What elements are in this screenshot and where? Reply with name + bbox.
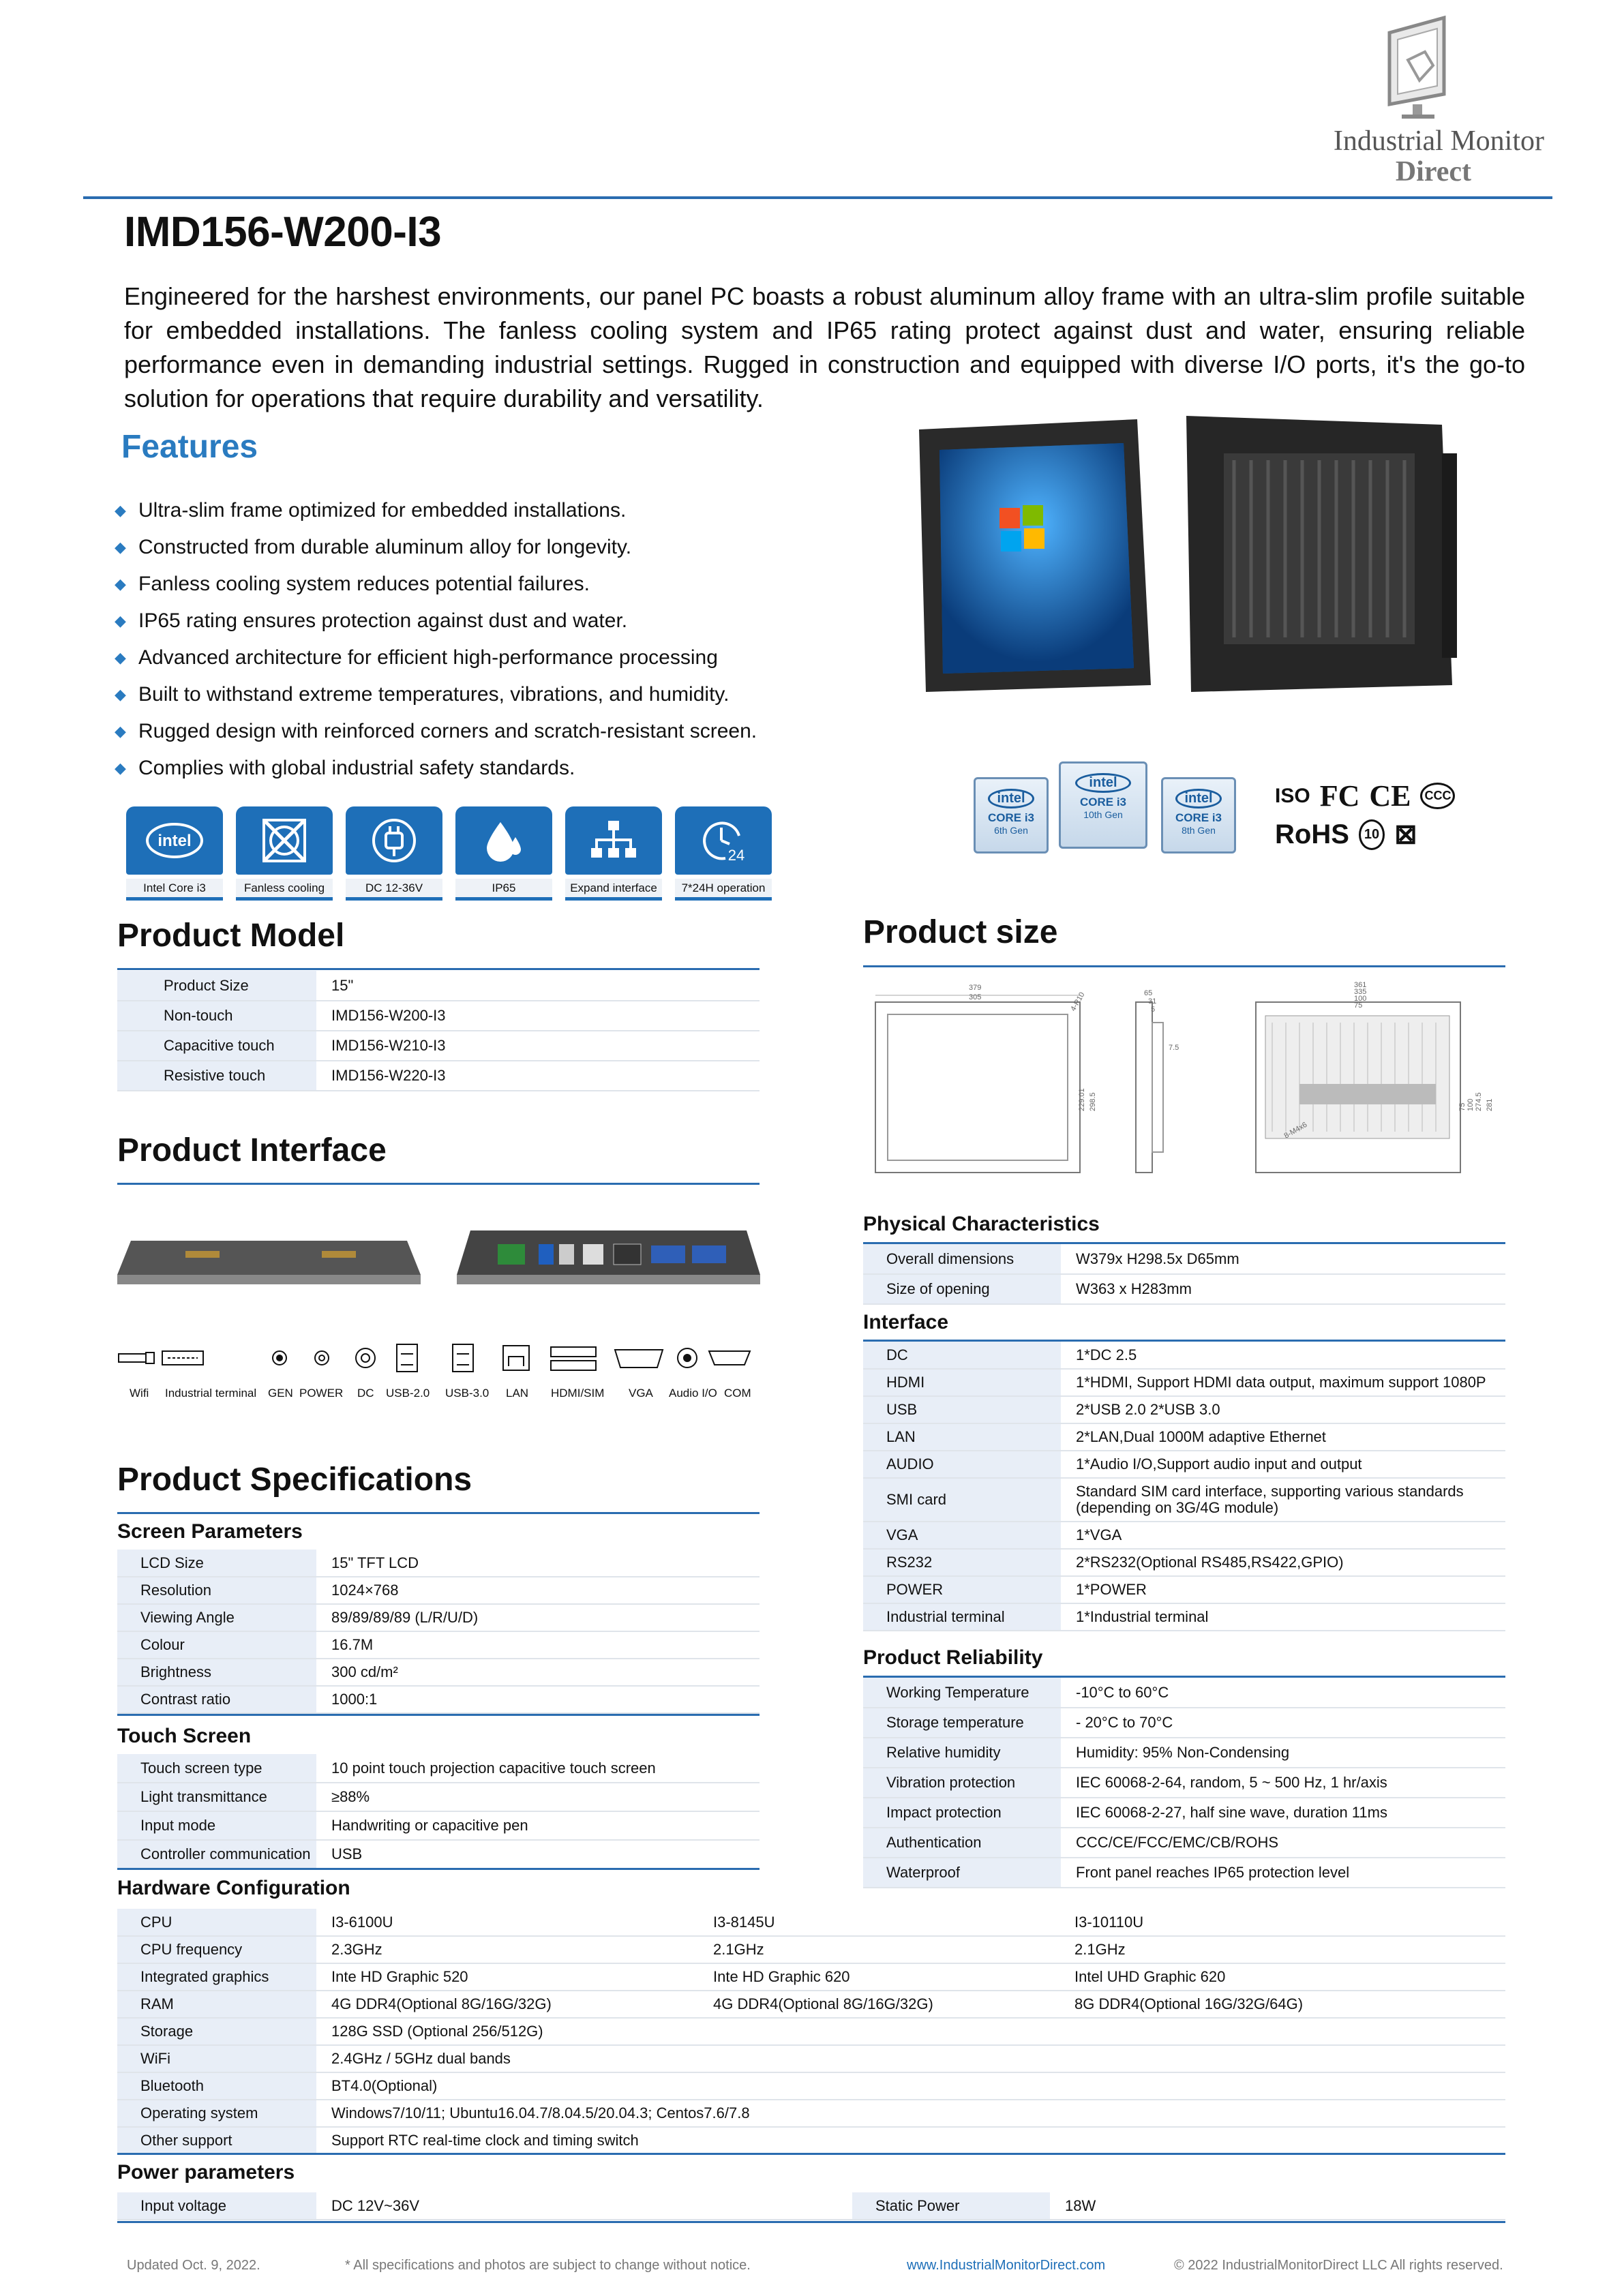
lan-port-icon — [503, 1346, 529, 1370]
row-label: Bluetooth — [117, 2072, 316, 2100]
row-value: 1*VGA — [1061, 1522, 1505, 1549]
row-label: Size of opening — [863, 1274, 1061, 1304]
certification-logos — [1275, 779, 1452, 860]
row-label: Brightness — [117, 1659, 316, 1686]
table-row — [117, 971, 760, 1001]
intel-icon — [126, 806, 223, 875]
row-label: Light transmittance — [117, 1783, 316, 1811]
feature-text: Ultra-slim frame optimized for embedded installations. — [138, 499, 627, 522]
row-value: 15" — [316, 971, 760, 1001]
dim-back-h3: 274.5 — [1475, 1092, 1483, 1111]
row-label: Product Size — [117, 971, 316, 1001]
intel-core-i3-badge — [974, 777, 1049, 854]
row-label: DC — [863, 1342, 1061, 1369]
features-heading: Features — [121, 429, 258, 465]
badge-gen: 6th Gen — [994, 825, 1028, 836]
table-row — [863, 1549, 1505, 1576]
dim-front-width: 379 — [969, 984, 982, 992]
row-value: 1*HDMI, Support HDMI data output, maximum support 1080P — [1061, 1369, 1505, 1396]
table-row — [117, 1963, 1505, 1991]
dim-side-offset: 7.5 — [1169, 1044, 1179, 1052]
port-label: DC — [357, 1387, 374, 1400]
audio-port-icon — [678, 1348, 697, 1368]
row-value: W379x H298.5x D65mm — [1061, 1244, 1505, 1274]
input-voltage-value: DC 12V~36V — [316, 2192, 852, 2220]
terminal-port-icon — [162, 1351, 203, 1365]
fanless-icon — [236, 806, 333, 875]
row-label: Impact protection — [863, 1798, 1061, 1828]
dim-back-width: 361 — [1354, 981, 1367, 989]
footer-copyright: © 2022 IndustrialMonitorDirect LLC All rights reserved. — [1174, 2258, 1503, 2273]
table-row — [117, 1840, 760, 1869]
reliability-table — [863, 1678, 1505, 1888]
row-value: 2.1GHz — [698, 1936, 1059, 1963]
page-title: IMD156-W200-I3 — [124, 209, 442, 256]
row-value: 2*USB 2.0 2*USB 3.0 — [1061, 1396, 1505, 1423]
svg-text:24: 24 — [727, 847, 745, 864]
interface-table — [863, 1342, 1505, 1631]
screen-params-table — [117, 1550, 760, 1714]
table-row — [117, 1031, 760, 1061]
row-value: 4G DDR4(Optional 8G/16G/32G) — [316, 1991, 698, 2018]
network-icon — [565, 806, 662, 875]
port-label: LAN — [506, 1387, 529, 1400]
product-front-photo — [912, 416, 1158, 695]
feature-text: Built to withstand extreme temperatures, vibrations, and humidity. — [138, 683, 730, 706]
row-label: POWER — [863, 1576, 1061, 1603]
row-label: SMI card — [863, 1478, 1061, 1522]
row-value: 16.7M — [316, 1631, 760, 1659]
dim-back-h2: 100 — [1467, 1098, 1475, 1111]
product-back-photo — [1183, 412, 1462, 699]
rohs-icon: RoHS — [1275, 819, 1349, 849]
table-row — [117, 1001, 760, 1031]
monitor-logo-icon — [1377, 12, 1459, 121]
feature-icon-label: DC 12-36V — [346, 879, 442, 901]
badge-gen: 8th Gen — [1182, 825, 1216, 836]
row-value: I3-8145U — [698, 1909, 1059, 1936]
feature-item — [115, 713, 864, 750]
feature-icon-label: Expand interface — [565, 879, 662, 901]
row-label: Input mode — [117, 1811, 316, 1840]
table-row — [117, 2045, 1505, 2072]
input-voltage-label: Input voltage — [117, 2192, 316, 2220]
row-label: Other support — [117, 2127, 316, 2154]
usb2-port-icon — [397, 1344, 417, 1372]
power-button-icon — [315, 1351, 329, 1365]
static-power-label: Static Power — [852, 2192, 1050, 2220]
table-row — [863, 1342, 1505, 1369]
product-interface-heading: Product Interface — [117, 1132, 387, 1168]
table-row — [117, 1550, 760, 1577]
row-label: RAM — [117, 1991, 316, 2018]
row-label: Industrial terminal — [863, 1603, 1061, 1631]
row-label: Overall dimensions — [863, 1244, 1061, 1274]
row-value: 89/89/89/89 (L/R/U/D) — [316, 1604, 760, 1631]
row-value: - 20°C to 70°C — [1061, 1708, 1505, 1738]
brand-sub: Direct — [1395, 156, 1471, 187]
footer-updated: Updated Oct. 9, 2022. — [127, 2258, 260, 2273]
badge-line: CORE i3 — [987, 811, 1035, 824]
feature-icon-tile — [126, 806, 223, 905]
water-drop-icon — [455, 806, 552, 875]
intel-logo-icon: intel — [988, 789, 1035, 809]
table-row — [863, 1828, 1505, 1858]
intel-core-i3-badge — [1161, 777, 1236, 854]
port-label: Wifi — [130, 1387, 149, 1400]
port-label: COM — [724, 1387, 751, 1400]
specs-rule — [117, 1512, 760, 1514]
feature-item — [115, 676, 864, 713]
port-label: Audio I/O — [669, 1387, 717, 1400]
badge-gen: 10th Gen — [1083, 809, 1123, 820]
dim-side-depth2: 31 — [1148, 997, 1157, 1006]
fcc-icon: FC — [1319, 779, 1360, 813]
table-row — [863, 1244, 1505, 1274]
row-value: 1*DC 2.5 — [1061, 1342, 1505, 1369]
power-heading: Power parameters — [117, 2161, 295, 2184]
row-label: RS232 — [863, 1549, 1061, 1576]
row-label: Contrast ratio — [117, 1686, 316, 1713]
dim-front-height2: 298.5 — [1089, 1092, 1097, 1111]
product-size-heading: Product size — [863, 914, 1058, 950]
feature-text: Advanced architecture for efficient high-performance processing — [138, 646, 718, 669]
power-table — [117, 2192, 1505, 2220]
dim-front-height: 229.01 — [1078, 1088, 1086, 1111]
row-label: Resistive touch — [117, 1061, 316, 1091]
row-label: Storage temperature — [863, 1708, 1061, 1738]
table-row — [863, 1451, 1505, 1478]
row-value: 15" TFT LCD — [316, 1550, 760, 1577]
port-label: POWER — [299, 1387, 344, 1400]
table-row — [863, 1798, 1505, 1828]
row-value: 2.3GHz — [316, 1936, 698, 1963]
badge-line: CORE i3 — [1175, 811, 1222, 824]
row-value: 2.4GHz / 5GHz dual bands — [316, 2045, 1505, 2072]
table-row — [863, 1478, 1505, 1522]
table-row — [117, 1754, 760, 1783]
feature-item — [115, 603, 864, 639]
feature-item — [115, 639, 864, 676]
hardware-table — [117, 1909, 1505, 2155]
row-value: 1*Audio I/O,Support audio input and output — [1061, 1451, 1505, 1478]
feature-text: Constructed from durable aluminum alloy for longevity. — [138, 536, 632, 558]
usb3-port-icon — [453, 1344, 473, 1372]
dim-corner: 4-R10 — [1069, 991, 1087, 1013]
row-label: HDMI — [863, 1369, 1061, 1396]
row-label: LAN — [863, 1423, 1061, 1451]
table-row — [863, 1768, 1505, 1798]
feature-icon-label: IP65 — [455, 879, 552, 901]
port-label: HDMI/SIM — [551, 1387, 605, 1400]
row-value: 1024×768 — [316, 1577, 760, 1604]
feature-text: Rugged design with reinforced corners and scratch-resistant screen. — [138, 720, 757, 742]
table-row — [117, 2018, 1505, 2045]
wifi-port-icon — [119, 1353, 154, 1363]
row-value: Front panel reaches IP65 protection level — [1061, 1858, 1505, 1888]
physical-heading: Physical Characteristics — [863, 1213, 1100, 1235]
bullet-icon: ◆ — [115, 759, 126, 776]
feature-icon-tile — [236, 806, 333, 905]
feature-item — [115, 529, 864, 566]
row-label: Working Temperature — [863, 1678, 1061, 1708]
row-value: I3-10110U — [1059, 1909, 1505, 1936]
table-row — [117, 1577, 760, 1604]
table-row — [117, 1604, 760, 1631]
port-label: USB-3.0 — [445, 1387, 490, 1400]
product-size-rule — [863, 965, 1505, 967]
bullet-icon: ◆ — [115, 723, 126, 740]
row-value: Inte HD Graphic 620 — [698, 1963, 1059, 1991]
hardware-heading: Hardware Configuration — [117, 1877, 350, 1899]
clock-24-icon — [675, 806, 772, 875]
row-value: 10 point touch projection capacitive touch screen — [316, 1754, 760, 1783]
product-interface-rule — [117, 1183, 760, 1185]
row-value: IEC 60068-2-64, random, 5 ~ 500 Hz, 1 hr/axis — [1061, 1768, 1505, 1798]
intro-paragraph: Engineered for the harshest environments, our panel PC boasts a robust aluminum alloy frame with an ultra-slim profile suitable for embedded installations. The fanless cooling system and IP65 rating protect against dust and water, ensuring reliable performance even in demanding industrial settings. Rugged in construction and equipped with diverse I/O ports, it's the go-to solution for operations that require durability and versatility. — [124, 282, 1525, 412]
port-label: Industrial terminal — [165, 1387, 257, 1400]
row-label: Viewing Angle — [117, 1604, 316, 1631]
feature-icon-tile — [346, 806, 442, 905]
dc-port-icon — [356, 1348, 375, 1368]
row-label: CPU — [117, 1909, 316, 1936]
bullet-icon: ◆ — [115, 612, 126, 629]
gen-button-icon — [273, 1351, 286, 1365]
bullet-icon: ◆ — [115, 686, 126, 703]
row-value: Standard SIM card interface, supporting various standards (depending on 3G/4G module) — [1061, 1478, 1505, 1522]
row-value: USB — [316, 1840, 760, 1869]
table-row — [117, 1909, 1505, 1936]
row-value: 2*RS232(Optional RS485,RS422,GPIO) — [1061, 1549, 1505, 1576]
screen-params-heading: Screen Parameters — [117, 1520, 303, 1543]
dim-back-width2: 335 — [1354, 988, 1367, 996]
bullet-icon: ◆ — [115, 539, 126, 556]
table-row — [863, 1369, 1505, 1396]
vga-port-icon — [615, 1350, 663, 1368]
row-value: IMD156-W210-I3 — [316, 1031, 760, 1061]
epup-icon: 10 — [1359, 819, 1385, 850]
row-label: WiFi — [117, 2045, 316, 2072]
row-value: 128G SSD (Optional 256/512G) — [316, 2018, 1505, 2045]
row-value: Windows7/10/11; Ubuntu16.04.7/8.04.5/20.04.3; Centos7.6/7.8 — [316, 2100, 1505, 2127]
row-value: 4G DDR4(Optional 8G/16G/32G) — [698, 1991, 1059, 2018]
brand-name: Industrial Monitor — [1333, 125, 1544, 157]
row-label: AUDIO — [863, 1451, 1061, 1478]
feature-text: Fanless cooling system reduces potential failures. — [138, 573, 590, 595]
row-label: LCD Size — [117, 1550, 316, 1577]
table-row — [863, 1678, 1505, 1708]
features-list — [115, 492, 864, 787]
feature-icon-tile — [565, 806, 662, 905]
table-row — [117, 2072, 1505, 2100]
power-rule — [117, 2221, 1505, 2223]
feature-icon-tile — [455, 806, 552, 905]
hardware-rule — [117, 2153, 1505, 2155]
interface-photo-left — [117, 1227, 421, 1288]
intel-core-i3-badge — [1059, 761, 1147, 849]
product-model-table — [117, 971, 760, 1091]
specs-heading: Product Specifications — [117, 1462, 472, 1498]
row-value: 1*Industrial terminal — [1061, 1603, 1505, 1631]
row-value: CCC/CE/FCC/EMC/CB/ROHS — [1061, 1828, 1505, 1858]
table-row — [863, 1522, 1505, 1549]
table-row — [117, 2100, 1505, 2127]
header-rule — [83, 196, 1552, 199]
touch-table — [117, 1754, 760, 1869]
footer-url[interactable]: www.IndustrialMonitorDirect.com — [907, 2258, 1106, 2273]
table-row — [117, 1991, 1505, 2018]
table-row — [863, 1708, 1505, 1738]
row-value: 1000:1 — [316, 1686, 760, 1713]
row-value: Intel UHD Graphic 620 — [1059, 1963, 1505, 1991]
row-label: Colour — [117, 1631, 316, 1659]
feature-icon-tile — [675, 806, 772, 905]
row-label: Non-touch — [117, 1001, 316, 1031]
row-value: I3-6100U — [316, 1909, 698, 1936]
table-row — [117, 1686, 760, 1713]
port-label: GEN — [268, 1387, 293, 1400]
dim-side-depth: 65 — [1144, 989, 1153, 997]
product-model-rule — [117, 968, 760, 970]
table-row — [117, 1811, 760, 1840]
row-label: Operating system — [117, 2100, 316, 2127]
row-value: W363 x H283mm — [1061, 1274, 1505, 1304]
weee-icon: ⊠ — [1394, 819, 1417, 849]
table-row — [863, 1858, 1505, 1888]
feature-icon-label: 7*24H operation — [675, 879, 772, 901]
hdmi-port-icon — [551, 1347, 596, 1370]
dim-back-h1: 75 — [1458, 1102, 1467, 1111]
row-value: 2*LAN,Dual 1000M adaptive Ethernet — [1061, 1423, 1505, 1451]
row-value: ≥88% — [316, 1783, 760, 1811]
interface-port-icons — [117, 1342, 760, 1374]
dim-screw: 8-M4x6 — [1282, 1120, 1309, 1141]
row-label: CPU frequency — [117, 1936, 316, 1963]
physical-table — [863, 1244, 1505, 1305]
table-row — [863, 1576, 1505, 1603]
product-model-heading: Product Model — [117, 918, 345, 954]
row-label: Waterproof — [863, 1858, 1061, 1888]
dim-front-width2: 305 — [969, 993, 982, 1001]
row-value: Support RTC real-time clock and timing switch — [316, 2127, 1505, 2154]
row-label: VGA — [863, 1522, 1061, 1549]
static-power-value: 18W — [1050, 2192, 1505, 2220]
row-value: Humidity: 95% Non-Condensing — [1061, 1738, 1505, 1768]
row-label: Vibration protection — [863, 1768, 1061, 1798]
com-port-icon — [709, 1351, 750, 1365]
table-row — [117, 1631, 760, 1659]
table-row — [117, 1659, 760, 1686]
table-row — [863, 1396, 1505, 1423]
feature-icon-label: Fanless cooling — [236, 879, 333, 901]
row-value: Handwriting or capacitive pen — [316, 1811, 760, 1840]
port-label: USB-2.0 — [386, 1387, 430, 1400]
interface-table-heading: Interface — [863, 1311, 949, 1333]
bullet-icon: ◆ — [115, 649, 126, 666]
feature-text: Complies with global industrial safety standards. — [138, 757, 575, 779]
iso-icon: ISO — [1275, 784, 1310, 807]
row-value: 300 cd/m² — [316, 1659, 760, 1686]
table-row — [863, 1423, 1505, 1451]
badge-line: CORE i3 — [1079, 796, 1127, 809]
intel-logo-icon: intel — [1075, 773, 1131, 793]
port-label: VGA — [629, 1387, 653, 1400]
reliability-heading: Product Reliability — [863, 1646, 1043, 1669]
row-value: IMD156-W220-I3 — [316, 1061, 760, 1091]
row-value: Inte HD Graphic 520 — [316, 1963, 698, 1991]
ce-icon: CE — [1369, 779, 1411, 813]
table-row — [117, 1061, 760, 1091]
row-label: Storage — [117, 2018, 316, 2045]
feature-icon-label: Intel Core i3 — [126, 879, 223, 901]
feature-item — [115, 492, 864, 529]
power-plug-icon — [346, 806, 442, 875]
dim-back-h4: 281 — [1486, 1098, 1494, 1111]
row-value: IEC 60068-2-27, half sine wave, duration 11ms — [1061, 1798, 1505, 1828]
touch-heading: Touch Screen — [117, 1725, 252, 1747]
table-row — [863, 1738, 1505, 1768]
row-label: USB — [863, 1396, 1061, 1423]
svg-text:intel: intel — [157, 832, 192, 850]
ccc-icon: CCC — [1420, 783, 1455, 809]
row-label: Authentication — [863, 1828, 1061, 1858]
row-value: IMD156-W200-I3 — [316, 1001, 760, 1031]
row-value: 1*POWER — [1061, 1576, 1505, 1603]
feature-text: IP65 rating ensures protection against dust and water. — [138, 609, 628, 632]
row-value: 8G DDR4(Optional 16G/32G/64G) — [1059, 1991, 1505, 2018]
screen-params-rule — [117, 1714, 760, 1716]
row-label: Relative humidity — [863, 1738, 1061, 1768]
row-label: Resolution — [117, 1577, 316, 1604]
touch-rule — [117, 1868, 760, 1870]
table-row — [117, 1783, 760, 1811]
row-label: Integrated graphics — [117, 1963, 316, 1991]
table-row — [863, 1603, 1505, 1631]
feature-item — [115, 750, 864, 787]
feature-item — [115, 566, 864, 603]
footer-note: * All specifications and photos are subject to change without notice. — [345, 2258, 751, 2273]
row-value: -10°C to 60°C — [1061, 1678, 1505, 1708]
table-row — [117, 2192, 1505, 2220]
intel-logo-icon: intel — [1175, 789, 1222, 809]
row-label: Controller communication — [117, 1840, 316, 1869]
dim-side-depth3: 5 — [1151, 1006, 1156, 1014]
row-label: Capacitive touch — [117, 1031, 316, 1061]
dim-back-width3: 100 — [1354, 995, 1367, 1003]
bullet-icon: ◆ — [115, 502, 126, 519]
table-row — [117, 2127, 1505, 2154]
row-label: Touch screen type — [117, 1754, 316, 1783]
table-row — [863, 1274, 1505, 1304]
table-row — [117, 1936, 1505, 1963]
dim-back-width4: 75 — [1354, 1001, 1363, 1010]
dimension-drawings — [863, 975, 1505, 1193]
brand-logo — [1377, 12, 1459, 121]
bullet-icon: ◆ — [115, 575, 126, 592]
interface-photo-right — [457, 1224, 760, 1288]
row-value: 2.1GHz — [1059, 1936, 1505, 1963]
row-value: BT4.0(Optional) — [316, 2072, 1505, 2100]
